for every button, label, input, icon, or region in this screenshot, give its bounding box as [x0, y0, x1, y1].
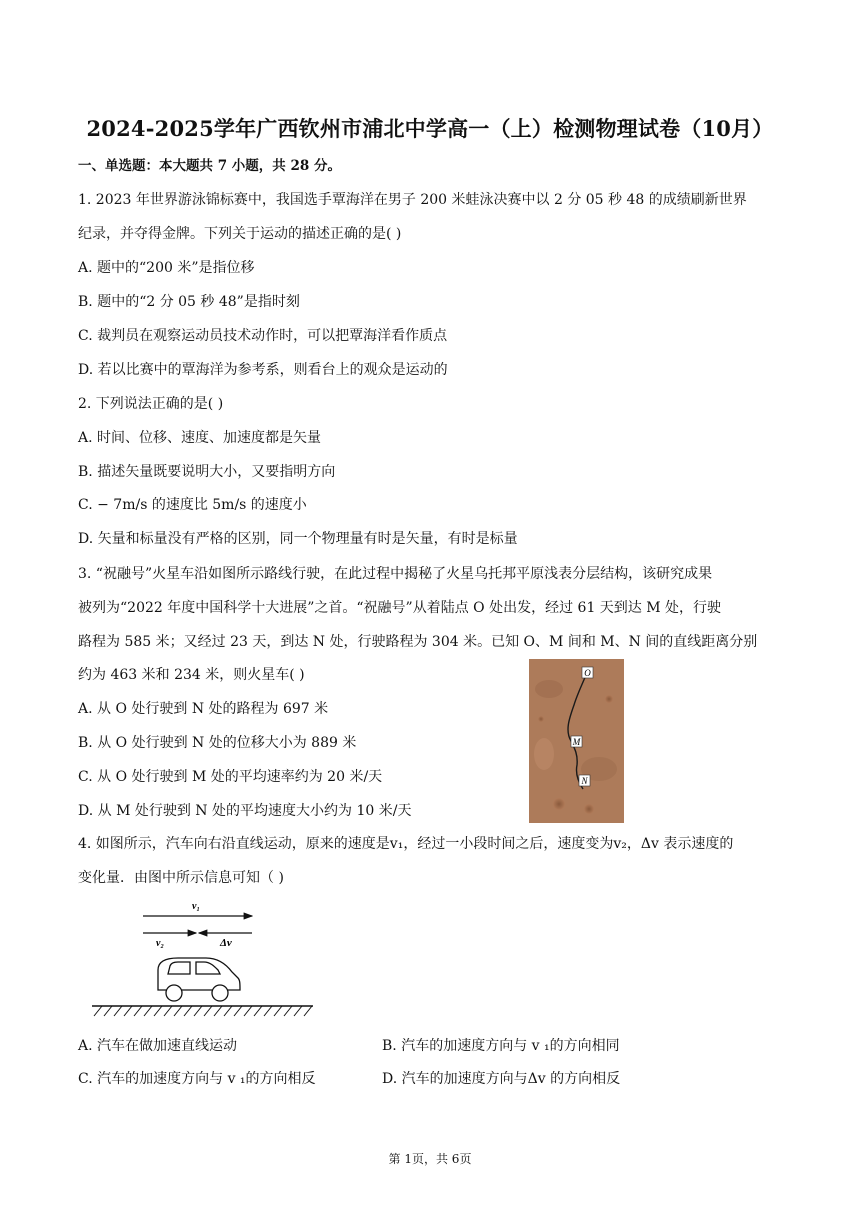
question-1-stem-line-2: 纪录，并夺得金牌。下列关于运动的描述正确的是( ) [78, 226, 402, 242]
question-3-stem-line-2: 被列为“2022 年度中国科学十大进展”之首。“祝融号”从着陆点 O 处出发，经过 61 天到达 M 处，行驶 [78, 600, 722, 616]
question-2-option-d: D. 矢量和标量没有严格的区别，同一个物理量有时是矢量，有时是标量 [78, 531, 518, 547]
question-1-stem-line-1: 1. 2023 年世界游泳锦标赛中，我国选手覃海洋在男子 200 米蛙泳决赛中以 2 分 05 秒 48 的成绩刷新世界 [78, 192, 747, 208]
question-4-stem-line-2: 变化量．由图中所示信息可知（ ) [78, 870, 284, 886]
mars-route-figure [529, 659, 624, 823]
question-3-option-b: B. 从 O 处行驶到 N 处的位移大小为 889 米 [78, 735, 357, 751]
question-3-stem-line-1: 3. “祝融号”火星车沿如图所示路线行驶，在此过程中揭秘了火星乌托邦平原浅表分层结构，该研究成果 [78, 566, 713, 582]
question-1-option-d: D. 若以比赛中的覃海洋为参考系，则看台上的观众是运动的 [78, 362, 448, 378]
question-2-option-c: C. − 7m/s 的速度比 5m/s 的速度小 [78, 497, 307, 513]
question-1-option-c: C. 裁判员在观察运动员技术动作时，可以把覃海洋看作质点 [78, 328, 448, 344]
page-footer: 第 1页，共 6页 [388, 1152, 472, 1166]
question-2-stem: 2. 下列说法正确的是( ) [78, 396, 224, 412]
question-4-option-c: C. 汽车的加速度方向与 v ₁的方向相反 [78, 1071, 316, 1087]
delta-v-label: Δv [220, 937, 232, 949]
question-4-option-d: D. 汽车的加速度方向与Δv 的方向相反 [382, 1071, 621, 1087]
question-3-stem-line-3: 路程为 585 米；又经过 23 天，到达 N 处，行驶路程为 304 米。已知 O、M 间和 M、N 间的直线距离分别 [78, 634, 758, 650]
question-3-stem-line-4: 约为 463 米和 234 米，则火星车( ) [78, 667, 305, 683]
page-title: 2024-2025学年广西钦州市浦北中学高一（上）检测物理试卷（10月） [86, 116, 774, 141]
question-3-option-c: C. 从 O 处行驶到 M 处的平均速率约为 20 米/天 [78, 769, 383, 785]
point-n-label: N [581, 776, 588, 786]
question-2-option-a: A. 时间、位移、速度、加速度都是矢量 [78, 430, 322, 446]
v2-label: v₂ [156, 938, 164, 949]
question-4-option-b: B. 汽车的加速度方向与 v ₁的方向相同 [382, 1038, 620, 1054]
question-2-option-b: B. 描述矢量既要说明大小，又要指明方向 [78, 464, 336, 480]
question-4-stem-line-1: 4. 如图所示，汽车向右沿直线运动，原来的速度是v₁，经过一小段时间之后，速度变为v₂，Δv 表示速度的 [78, 836, 734, 852]
question-3-option-d: D. 从 M 处行驶到 N 处的平均速度大小约为 10 米/天 [78, 803, 412, 819]
question-1-option-a: A. 题中的“200 米”是指位移 [78, 260, 255, 276]
point-o-label: O [584, 668, 591, 678]
point-m-label: M [572, 737, 581, 747]
ground-hatch [94, 1006, 312, 1016]
car-velocity-figure [88, 898, 318, 1020]
section-heading: 一、单选题：本大题共 7 小题，共 28 分。 [78, 158, 341, 174]
question-3-option-a: A. 从 O 处行驶到 N 处的路程为 697 米 [78, 701, 329, 717]
v1-label: v₁ [192, 901, 200, 912]
car-icon [158, 958, 240, 1001]
question-1-option-b: B. 题中的“2 分 05 秒 48”是指时刻 [78, 294, 300, 310]
question-4-option-a: A. 汽车在做加速直线运动 [78, 1038, 238, 1054]
